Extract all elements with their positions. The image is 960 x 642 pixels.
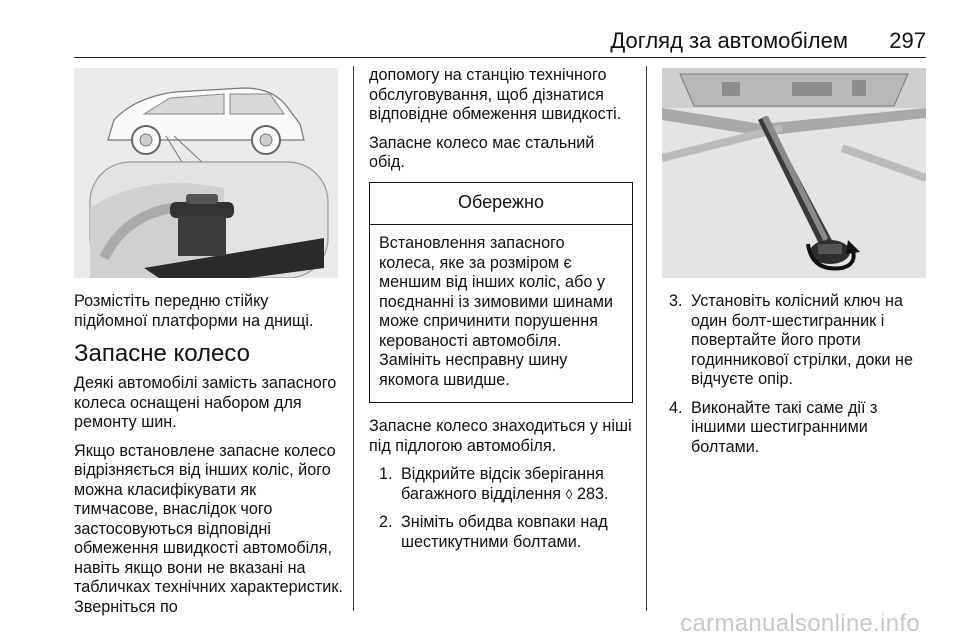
paragraph: допомогу на станцію технічного обслуговування, щоб дізнатися відповідне обмеження швидкості. <box>369 66 622 123</box>
warning-text: Встановлення запасного колеса, яке за розміром є меншим від інших коліс, або у поєднанні із зимовими шинами може спричинити порушення керованості автомобіля. <box>379 234 613 350</box>
chapter-title: Догляд за автомобілем <box>610 28 848 53</box>
paragraph: Якщо встановлене запасне колесо відрізняється від інших коліс, його можна класифікувати як тимчасове, внаслідок чого застосовуються відповідні обмеження швидкості автомобіля, навіть якщо вони не вказані на табличках технічних характеристик. Зверніться по <box>74 441 343 616</box>
step-text: Відкрийте відсік зберігання багажного відділення <box>401 465 604 503</box>
paragraph: Деякі автомобілі замість запасного колеса оснащені набором для ремонту шин. <box>74 374 337 431</box>
column-1 <box>74 292 344 626</box>
step-number: 3. <box>669 292 683 310</box>
warning-box <box>369 182 633 404</box>
column-divider <box>646 66 647 611</box>
lift-platform-drawing <box>74 68 338 278</box>
column-2 <box>369 66 633 561</box>
step-number: 2. <box>379 513 393 531</box>
illustration-caption: Розмістіть передню стійку підйомної платформи на днищі. <box>74 292 314 330</box>
column-3 <box>669 292 931 466</box>
paragraph: Запасне колесо знаходиться у ніші під підлогою автомобіля. <box>369 417 632 455</box>
section-title: Запасне колесо <box>74 340 251 367</box>
page-reference-icon: ◊ <box>565 485 573 502</box>
step-number: 4. <box>669 398 683 417</box>
step-number: 1. <box>379 465 393 483</box>
step-text: Виконайте такі саме дії з іншими шестигранними болтами. <box>691 398 878 456</box>
paragraph: Запасне колесо має стальний обід. <box>369 133 595 171</box>
list-item <box>669 292 931 390</box>
page-number: 297 <box>889 28 926 53</box>
steps-list <box>369 465 633 552</box>
warning-body <box>370 225 632 402</box>
warning-title: Обережно <box>370 183 632 226</box>
list-item <box>379 465 633 504</box>
page-reference-link[interactable]: 283. <box>576 484 609 503</box>
steps-list <box>669 292 931 457</box>
step-text: Зніміть обидва ковпаки над шестикутними болтами. <box>401 513 608 551</box>
page-header <box>74 28 926 56</box>
step-text: Установіть колісний ключ на один болт-шестигранник і повертайте його проти годинникової стрілки, доки не відчуєте опір. <box>691 292 913 388</box>
watermark: carmanualsonline.info <box>680 610 920 637</box>
column-divider <box>353 66 354 611</box>
header-rule <box>74 57 926 58</box>
list-item <box>379 513 633 552</box>
wheel-wrench-drawing <box>662 68 926 278</box>
warning-text: Замініть несправну шину якомога швидше. <box>379 351 568 389</box>
lift-platform-illustration <box>74 68 338 278</box>
list-item <box>669 399 931 458</box>
wheel-wrench-illustration <box>662 68 926 278</box>
